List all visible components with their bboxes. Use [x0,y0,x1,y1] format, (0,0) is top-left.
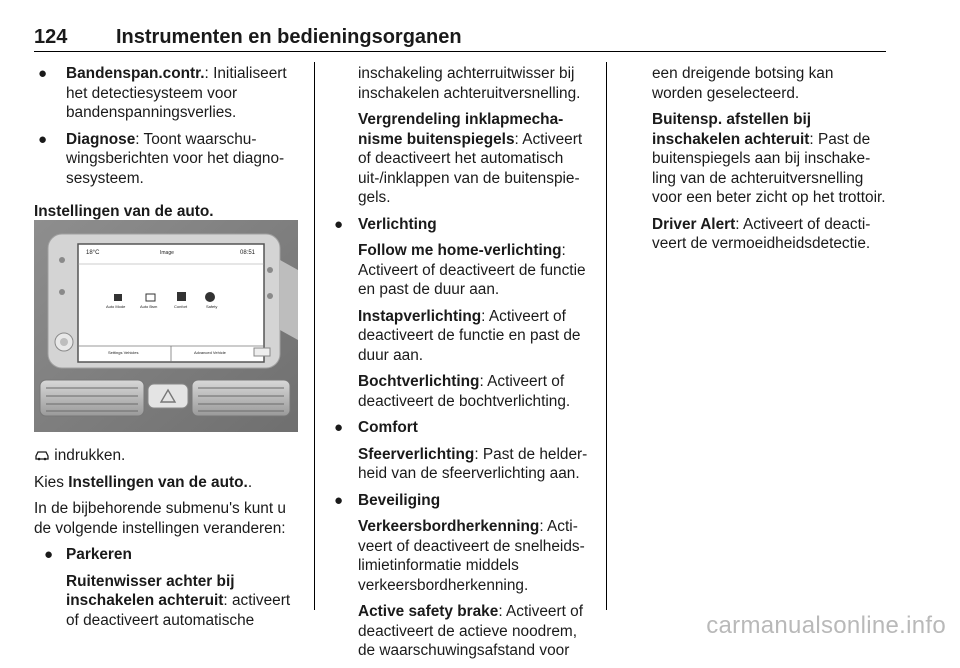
paragraph-botsing: een dreigende botsing kan worden geselecteerd. [652,65,834,102]
column-1 [34,64,302,229]
column-divider-1 [314,62,315,610]
press-instruction [34,446,302,466]
paragraph-driver-alert [652,215,888,254]
screen-button-left: Settings Vehicles [108,350,139,355]
screen-status-time: 08:51 [240,250,256,256]
description: : Activeert of deactiveert de functie en past de duur aan. [358,242,586,298]
term: Driver Alert [652,215,736,233]
term: Verlichting [358,215,437,233]
kies-instruction [34,473,302,493]
term: Sfeerverlichting [358,445,475,463]
term: Follow me home-verlichting [358,242,562,259]
term: Parkeren [66,546,132,563]
screen-button-right: Advanced Vehicle [194,350,226,355]
paragraph-cont: inschakeling achterruitwisser bij inschakelen achteruitversnelling. [358,65,581,102]
sub-follow-me-home [328,241,594,300]
description: : Past de buitenspiegels aan bij inschakeling van de achteruitversnelling voor een beter zicht op het trottoir. [652,130,886,206]
bullet-dot: ● [334,491,344,509]
chapter-title: Instrumenten en bedieningsorganen [116,26,462,48]
sub-instapverlichting [328,307,594,366]
screen-icon-label-2: Auto Bsm [140,304,158,309]
screen-status-temp: 18°C [86,250,100,256]
screen-icon-label-1: Auto Mode [106,304,126,309]
description: : Activeert of deactiveert de bochtverlichting. [358,373,571,410]
description: : activeert of deactiveert automatische [66,592,291,629]
description: : Activeert of deactiveert de vermoeidheidsdetectie. [652,215,871,252]
vehicle-icon [34,449,50,461]
bullet-beveiliging [328,491,594,511]
sub-sfeerverlichting [328,445,594,484]
bullet-dot: ● [38,65,48,82]
description: : Toont waarschuwingsberichten voor het diagnosesysteem. [66,130,285,187]
term: Bochtverlichting [358,373,480,390]
term: Verkeersbordherkenning [358,518,540,535]
bullet-comfort [328,418,594,438]
bullet-dot: ● [44,546,54,563]
sub-bochtverlichting [328,372,594,411]
bullet-verlichting [328,215,594,235]
term: Buitensp. afstellen bij inschakelen achteruit [652,111,812,148]
press-text: indrukken. [54,447,126,464]
term: Vergrendeling inklapmechanisme buitenspiegels [358,111,564,148]
description: : Past de helderheid van de sfeerverlichting aan. [358,445,588,482]
kies-prefix: Kies [34,473,69,491]
column-divider-2 [606,62,607,610]
sub-ruitenwisser [34,572,302,631]
screen-icon-label-3: Confort [174,304,188,309]
description: : Activeert of deactiveert de actieve noodrem, de waarschuwingsafstand voor [358,603,583,659]
term: Ruitenwisser achter bij inschakelen achteruit [66,572,235,609]
paragraph-spiegels [328,110,594,208]
header-rule [34,51,886,52]
bullet-bandenspan [34,64,302,123]
sub-active-safety-brake [328,602,594,661]
column-2 [328,64,594,668]
kies-term: Instellingen van de auto. [68,473,248,491]
section-heading: Instellingen van de auto. [34,203,214,220]
term: Active safety brake [358,603,499,620]
sub-verkeersbordherkenning [328,517,594,595]
watermark: carmanualsonline.info [706,612,946,639]
kies-suffix: . [247,473,253,491]
submenu-intro: In de bijbehorende submenu's kunt u de volgende instellingen veranderen: [34,500,286,537]
bullet-parkeren [34,545,302,565]
screen-icon-label-4: Safety [206,304,218,309]
term: Comfort [358,419,418,436]
description: : Activeert of deactiveert de functie en past de duur aan. [358,307,581,364]
bullet-dot: ● [334,215,344,233]
term: Bandenspan.contr. [66,65,205,82]
description: : Activeert of deactiveert de snelheidslimietinformatie middels verkeersbordherkenning. [358,518,585,594]
paragraph-buitensp [652,110,888,208]
page-number: 124 [34,26,68,48]
description: : Initialiseert het detectiesysteem voor bandenspanningsverlies. [66,65,287,121]
dashboard-photo [34,220,298,432]
column-3 [652,64,888,261]
bullet-dot: ● [334,419,344,436]
term: Diagnose [66,130,136,148]
bullet-diagnose [34,130,302,189]
bullet-dot: ● [38,130,48,148]
term: Instapverlichting [358,307,482,325]
term: Beveiliging [358,491,441,509]
description: : Activeert of deactiveert het automatisch uit-/inklappen van de buitenspiegels. [358,130,583,206]
page-header [34,24,886,52]
column-1-lower [34,446,302,637]
screen-status-source: Image [160,250,174,256]
